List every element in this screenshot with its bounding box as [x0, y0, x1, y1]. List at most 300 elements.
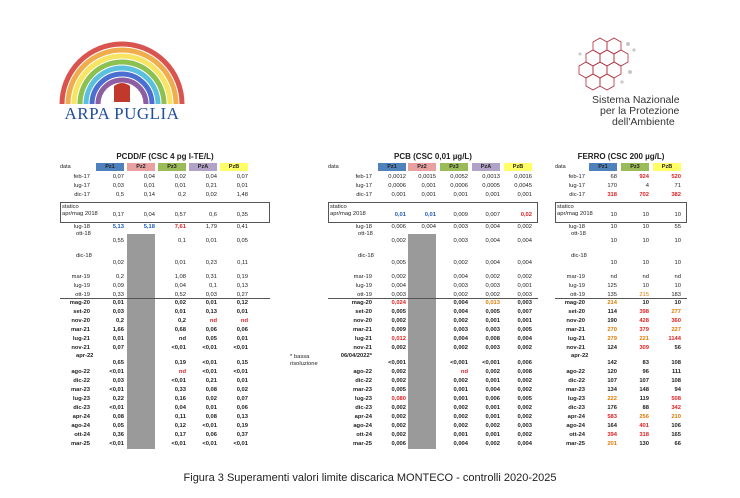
cell-value: 215 — [639, 292, 649, 298]
cell-value: 56 — [674, 345, 681, 351]
cell-value: 106 — [671, 423, 681, 429]
column-header-pzb: PzB — [653, 163, 681, 171]
cell-value: 0,06 — [205, 432, 217, 438]
column-header-pza: PzA — [472, 163, 500, 171]
pz2-discontinued-bar — [127, 234, 155, 449]
panel-title: PCDD/F (CSC 4 pg I-TE/L) — [116, 152, 214, 161]
cell-value: 0,008 — [517, 369, 532, 375]
cell-value: 0,06 — [236, 327, 248, 333]
cell-value: 0,19 — [236, 274, 248, 280]
cell-value: 0,001 — [453, 432, 468, 438]
cell-value: 10 — [610, 260, 617, 266]
row-date: lug-19 — [568, 283, 585, 289]
cell-value: 0,002 — [453, 345, 468, 351]
cell-value: 0,002 — [517, 378, 532, 384]
cell-value: 0,004 — [485, 224, 500, 230]
cell-value: 96 — [642, 369, 649, 375]
cell-value: 10 — [674, 300, 681, 306]
cell-value: 0,003 — [453, 283, 468, 289]
cell-value: 0,5 — [115, 192, 124, 198]
cell-value: 10 — [610, 224, 617, 230]
cell-value: 0,002 — [391, 423, 406, 429]
cell-value: 0,33 — [174, 387, 186, 393]
cell-value: 0,005 — [517, 396, 532, 402]
row-date: 06/04/2022* — [340, 353, 372, 359]
column-header-pz2: Pz2 — [408, 163, 436, 171]
cell-value: 10 — [642, 224, 649, 230]
cell-value: <0,01 — [171, 378, 186, 384]
cell-value: <0,01 — [171, 345, 186, 351]
cell-value: 0,001 — [453, 387, 468, 393]
row-date: lug-21 — [567, 336, 585, 342]
row-date: apr-24 — [567, 414, 585, 420]
row-date: dic-18 — [358, 253, 374, 259]
cell-value: 108 — [671, 360, 681, 366]
cell-value: 0,08 — [205, 387, 217, 393]
row-date: statico apr/mag 2018 — [557, 204, 593, 217]
cell-value: 0,003 — [517, 300, 532, 306]
data-column-header: data — [555, 164, 566, 170]
cell-value: 0,21 — [205, 378, 217, 384]
cell-value: 0,1 — [177, 238, 186, 244]
cell-value: 0,003 — [453, 238, 468, 244]
cell-value: 107 — [639, 378, 649, 384]
cell-value: 0,01 — [174, 183, 186, 189]
cell-value: 108 — [671, 378, 681, 384]
cell-value: 10 — [674, 238, 681, 244]
cell-value: <0,01 — [109, 441, 124, 447]
cell-value: 394 — [607, 432, 617, 438]
cell-value: 428 — [639, 318, 649, 324]
row-date: lug-17 — [73, 183, 90, 189]
row-date: apr-24 — [354, 414, 372, 420]
cell-value: 190 — [607, 318, 617, 324]
row-date: apr-22 — [571, 353, 589, 359]
row-date: mar-19 — [566, 274, 585, 280]
cell-value: 0,36 — [112, 432, 124, 438]
cell-value: 94 — [674, 387, 681, 393]
cell-value: nd — [178, 336, 186, 342]
cell-value: 0,03 — [112, 183, 124, 189]
cell-value: 0,002 — [391, 238, 406, 244]
cell-value: 0,002 — [391, 432, 406, 438]
cell-value: 222 — [607, 396, 617, 402]
cell-value: nd — [178, 369, 186, 375]
cell-value: 0,02 — [205, 192, 217, 198]
cell-value: 0,003 — [453, 224, 468, 230]
row-date: lug-23 — [72, 396, 90, 402]
row-date: ott-24 — [356, 432, 372, 438]
cell-value: 0,03 — [112, 309, 124, 315]
cell-value: 508 — [671, 396, 681, 402]
row-date: ott-24 — [74, 432, 90, 438]
row-date: dic-23 — [355, 405, 372, 411]
arpa-puglia-text: ARPA PUGLIA — [64, 104, 180, 123]
cell-value: 0,0016 — [514, 174, 532, 180]
cell-value: 0,002 — [453, 378, 468, 384]
row-date: mar-19 — [353, 274, 372, 280]
cell-value: 0,68 — [174, 327, 186, 333]
cell-value: 0,002 — [391, 345, 406, 351]
cell-value: 55 — [674, 224, 681, 230]
panel-pcdd — [60, 152, 270, 452]
row-date: ott-18 — [358, 231, 373, 237]
cell-value: 0,001 — [485, 192, 500, 198]
cell-value: 0,007 — [517, 309, 532, 315]
column-header-pz1: Pz1 — [378, 163, 406, 171]
cell-value: 0,07 — [112, 174, 124, 180]
cell-value: 0,004 — [453, 336, 468, 342]
cell-value: 1,08 — [174, 274, 186, 280]
cell-value: 0,2 — [115, 318, 124, 324]
row-date: lug-19 — [73, 283, 90, 289]
cell-value: 107 — [607, 378, 617, 384]
cell-value: 318 — [607, 192, 617, 198]
row-date: nov-20 — [353, 318, 372, 324]
cell-value: 924 — [639, 174, 649, 180]
cell-value: 0,15 — [236, 360, 248, 366]
row-date: dic-18 — [571, 253, 587, 259]
cell-value: 0,003 — [485, 327, 500, 333]
row-date: mar-25 — [70, 441, 90, 447]
cell-value: 10 — [642, 260, 649, 266]
column-header-pz1: Pz1 — [589, 163, 617, 171]
cell-value: 0,0015 — [418, 174, 436, 180]
cell-value: 111 — [671, 369, 681, 375]
figure-caption: Figura 3 Superamenti valori limite discarica MONTECO - controlli 2020-2025 — [183, 472, 557, 484]
cell-value: 68 — [610, 174, 617, 180]
cell-value: 0,01 — [143, 183, 155, 189]
cell-value: 0,003 — [517, 292, 532, 298]
cell-value: 0,004 — [421, 224, 436, 230]
row-date: mar-19 — [71, 274, 90, 280]
cell-value: 0,004 — [517, 336, 532, 342]
cell-value: 124 — [607, 345, 617, 351]
cell-value: nd — [674, 274, 681, 280]
cell-value: 164 — [607, 423, 617, 429]
row-date: lug-23 — [567, 396, 585, 402]
cell-value: 382 — [671, 192, 681, 198]
cell-value: <0,01 — [109, 369, 124, 375]
cell-value: 0,05 — [112, 423, 124, 429]
cell-value: 0,002 — [453, 292, 468, 298]
cell-value: 0,001 — [453, 192, 468, 198]
cell-value: 0,31 — [205, 274, 217, 280]
row-date: ott-18 — [76, 231, 91, 237]
column-header-pz3: Pz3 — [621, 163, 649, 171]
row-date: ott-19 — [570, 292, 585, 298]
cell-value: 0,33 — [112, 292, 124, 298]
cell-value: 201 — [607, 441, 617, 447]
cell-value: 1,66 — [112, 327, 124, 333]
row-date: mar-23 — [565, 387, 585, 393]
cell-value: 0,004 — [453, 441, 468, 447]
row-date: ago-22 — [353, 369, 372, 375]
cell-value: 0,02 — [174, 300, 186, 306]
cell-value: 0,07 — [236, 174, 248, 180]
cell-value: 0,002 — [391, 378, 406, 384]
cell-value: 0,004 — [485, 387, 500, 393]
cell-value: 10 — [642, 300, 649, 306]
row-date: dic-17 — [569, 192, 585, 198]
cell-value: 0,35 — [236, 212, 248, 218]
cell-value: 0,001 — [485, 378, 500, 384]
cell-value: 360 — [671, 318, 681, 324]
row-date: dic-22 — [355, 378, 372, 384]
cell-value: 0,013 — [485, 300, 500, 306]
data-column-header: data — [328, 164, 339, 170]
cell-value: 0,005 — [485, 309, 500, 315]
separator-line — [60, 298, 270, 299]
cell-value: 134 — [607, 387, 617, 393]
cell-value: 165 — [671, 432, 681, 438]
column-header-pz3: Pz3 — [158, 163, 186, 171]
cell-value: 0,001 — [391, 192, 406, 198]
cell-value: nd — [610, 274, 617, 280]
row-date: dic-22 — [568, 378, 585, 384]
cell-value: 0,006 — [485, 396, 500, 402]
cell-value: 0,16 — [174, 396, 186, 402]
cell-value: 0,04 — [174, 405, 186, 411]
cell-value: 0,27 — [236, 292, 248, 298]
cell-value: 0,19 — [236, 423, 248, 429]
cell-value: 10 — [642, 238, 649, 244]
cell-value: 0,01 — [236, 309, 248, 315]
cell-value: 0,03 — [205, 292, 217, 298]
cell-value: <0,001 — [450, 360, 468, 366]
row-date: ott-19 — [357, 292, 372, 298]
row-date: mar-25 — [352, 441, 372, 447]
column-header-pz3: Pz3 — [440, 163, 468, 171]
cell-value: 7,61 — [174, 224, 186, 230]
row-date: nov-20 — [71, 318, 90, 324]
row-date: ago-22 — [566, 369, 585, 375]
row-date: mag-20 — [351, 300, 372, 306]
cell-value: 10 — [642, 212, 649, 218]
cell-value: 0,01 — [112, 300, 124, 306]
cell-value: 0,002 — [517, 414, 532, 420]
row-date: mar-21 — [352, 327, 372, 333]
pz2-discontinued-bar — [408, 234, 436, 449]
snpa-line-3: dell'Ambiente — [612, 116, 675, 128]
cell-value: 0,01 — [236, 336, 248, 342]
cell-value: 0,01 — [205, 300, 217, 306]
cell-value: 0,006 — [517, 360, 532, 366]
cell-value: 0,17 — [112, 212, 124, 218]
row-date: nov-20 — [566, 318, 585, 324]
row-date: dic-22 — [73, 378, 90, 384]
column-header-pz1: Pz1 — [96, 163, 124, 171]
cell-value: 583 — [607, 414, 617, 420]
cell-value: 0,02 — [174, 174, 186, 180]
row-date: lug-18 — [73, 224, 90, 230]
cell-value: 0,002 — [391, 369, 406, 375]
cell-value: 0,04 — [174, 283, 186, 289]
cell-value: 0,009 — [453, 212, 468, 218]
cell-value: 0,0006 — [450, 183, 468, 189]
cell-value: 0,13 — [236, 283, 248, 289]
row-date: nov-21 — [566, 345, 585, 351]
cell-value: <0,01 — [171, 441, 186, 447]
cell-value: 702 — [639, 192, 649, 198]
row-date: apr-24 — [72, 414, 90, 420]
cell-value: 176 — [607, 405, 617, 411]
cell-value: 0,1 — [208, 283, 217, 289]
cell-value: 0,04 — [143, 174, 155, 180]
cell-value: 0,004 — [485, 260, 500, 266]
cell-value: 0,004 — [453, 300, 468, 306]
row-date: mar-21 — [565, 327, 585, 333]
cell-value: <0,01 — [109, 387, 124, 393]
cell-value: 0,01 — [174, 309, 186, 315]
cell-value: 0,23 — [205, 260, 217, 266]
cell-value: 0,002 — [517, 224, 532, 230]
cell-value: 4 — [645, 183, 649, 189]
cell-value: 0,07 — [236, 396, 248, 402]
cell-value: 0,02 — [205, 396, 217, 402]
row-date: lug-18 — [568, 224, 585, 230]
panel-pcb — [290, 152, 538, 452]
cell-value: 0,05 — [205, 336, 217, 342]
cell-value: 0,001 — [517, 192, 532, 198]
column-header-pza: PzA — [189, 163, 217, 171]
cell-value: 10 — [610, 212, 617, 218]
cell-value: 0,002 — [517, 387, 532, 393]
cell-value: 0,001 — [517, 318, 532, 324]
cell-value: 10 — [674, 283, 681, 289]
row-date: lug-21 — [72, 336, 90, 342]
cell-value: 0,002 — [453, 260, 468, 266]
cell-value: 0,002 — [391, 405, 406, 411]
cell-value: 0,004 — [517, 260, 532, 266]
row-date: ott-24 — [569, 432, 585, 438]
cell-value: 0,004 — [485, 238, 500, 244]
separator-line — [555, 298, 687, 299]
cell-value: 0,41 — [236, 224, 248, 230]
cell-value: 0,03 — [112, 378, 124, 384]
cell-value: 120 — [607, 369, 617, 375]
cell-value: 0,002 — [485, 441, 500, 447]
cell-value: 125 — [607, 283, 617, 289]
row-date: lug-23 — [354, 396, 372, 402]
cell-value: 10 — [674, 260, 681, 266]
cell-value: 10 — [610, 238, 617, 244]
snpa-line-1: Sistema Nazionale — [592, 94, 680, 106]
cell-value: 5,18 — [143, 224, 155, 230]
cell-value: 135 — [607, 292, 617, 298]
cell-value: 0,001 — [517, 283, 532, 289]
cell-value: <0,01 — [233, 369, 248, 375]
row-date: mar-23 — [70, 387, 90, 393]
row-date: ott-19 — [75, 292, 90, 298]
row-date: feb-17 — [73, 174, 90, 180]
cell-value: 0,22 — [112, 396, 124, 402]
cell-value: 0,0005 — [482, 183, 500, 189]
cell-value: 0,37 — [236, 432, 248, 438]
cell-value: 0,19 — [174, 360, 186, 366]
row-date: dic-23 — [568, 405, 585, 411]
cell-value: 0,003 — [485, 345, 500, 351]
cell-value: 0,009 — [391, 327, 406, 333]
row-date: feb-17 — [355, 174, 372, 180]
row-date: mag-20 — [69, 300, 90, 306]
snpa-line-2: per la Protezione — [600, 105, 680, 117]
cell-value: 0,02 — [520, 212, 532, 218]
cell-value: 10 — [642, 283, 649, 289]
cell-value: 0,003 — [485, 283, 500, 289]
row-date: lug-21 — [354, 336, 372, 342]
cell-value: 1,79 — [205, 224, 217, 230]
cell-value: 0,002 — [517, 345, 532, 351]
cell-value: 0,11 — [175, 414, 186, 420]
cell-value: 0,08 — [112, 414, 124, 420]
cell-value: 309 — [639, 345, 649, 351]
cell-value: 342 — [671, 405, 681, 411]
cell-value: 1144 — [668, 336, 681, 342]
cell-value: 0,002 — [453, 414, 468, 420]
panel-title: PCB (CSC 0,01 µg/L) — [394, 152, 472, 161]
cell-value: 0,01 — [112, 336, 124, 342]
cell-value: 279 — [607, 336, 617, 342]
cell-value: 0,008 — [485, 336, 500, 342]
cell-value: 0,002 — [391, 318, 406, 324]
row-date: set-20 — [568, 309, 585, 315]
cell-value: 0,001 — [485, 414, 500, 420]
cell-value: 0,001 — [453, 396, 468, 402]
cell-value: 0,005 — [517, 327, 532, 333]
cell-value: 0,002 — [391, 274, 406, 280]
cell-value: <0,01 — [202, 423, 217, 429]
cell-value: 0,0012 — [388, 174, 406, 180]
cell-value: 0,65 — [112, 360, 124, 366]
data-column-header: data — [60, 164, 71, 170]
row-date: mag-20 — [564, 300, 585, 306]
cell-value: 1,48 — [236, 192, 248, 198]
cell-value: 0,06 — [236, 405, 248, 411]
cell-value: 83 — [642, 360, 649, 366]
cell-value: 0,005 — [391, 309, 406, 315]
cell-value: 0,024 — [391, 300, 406, 306]
panel-ferro — [555, 152, 687, 452]
panel-title: FERRO (CSC 200 µg/L) — [577, 152, 665, 161]
cell-value: 0,17 — [174, 432, 186, 438]
cell-value: 0,14 — [143, 192, 155, 198]
column-header-pz2: Pz2 — [127, 163, 155, 171]
cell-value: 0,0052 — [450, 174, 468, 180]
cell-value: 0,005 — [391, 260, 406, 266]
row-date: dic-18 — [76, 253, 92, 259]
cell-value: 0,01 — [236, 183, 248, 189]
column-header-pzb: PzB — [504, 163, 532, 171]
cell-value: 0,004 — [453, 274, 468, 280]
row-date: mar-21 — [70, 327, 90, 333]
cell-value: nd — [209, 318, 217, 324]
cell-value: 0,004 — [453, 309, 468, 315]
cell-value: 256 — [639, 414, 649, 420]
cell-value: 0,02 — [112, 260, 124, 266]
cell-value: 221 — [639, 336, 649, 342]
arpa-puglia-logo — [52, 32, 192, 128]
cell-value: 0,01 — [205, 238, 217, 244]
row-date: lug-19 — [355, 283, 372, 289]
bassa-risoluzione-note: * bassa risoluzione — [290, 354, 318, 367]
row-date: lug-17 — [355, 183, 372, 189]
row-date: nov-21 — [353, 345, 372, 351]
cell-value: 0,002 — [485, 292, 500, 298]
cell-value: 0,003 — [391, 292, 406, 298]
cell-value: 0,0006 — [388, 183, 406, 189]
cell-value: 170 — [607, 183, 617, 189]
